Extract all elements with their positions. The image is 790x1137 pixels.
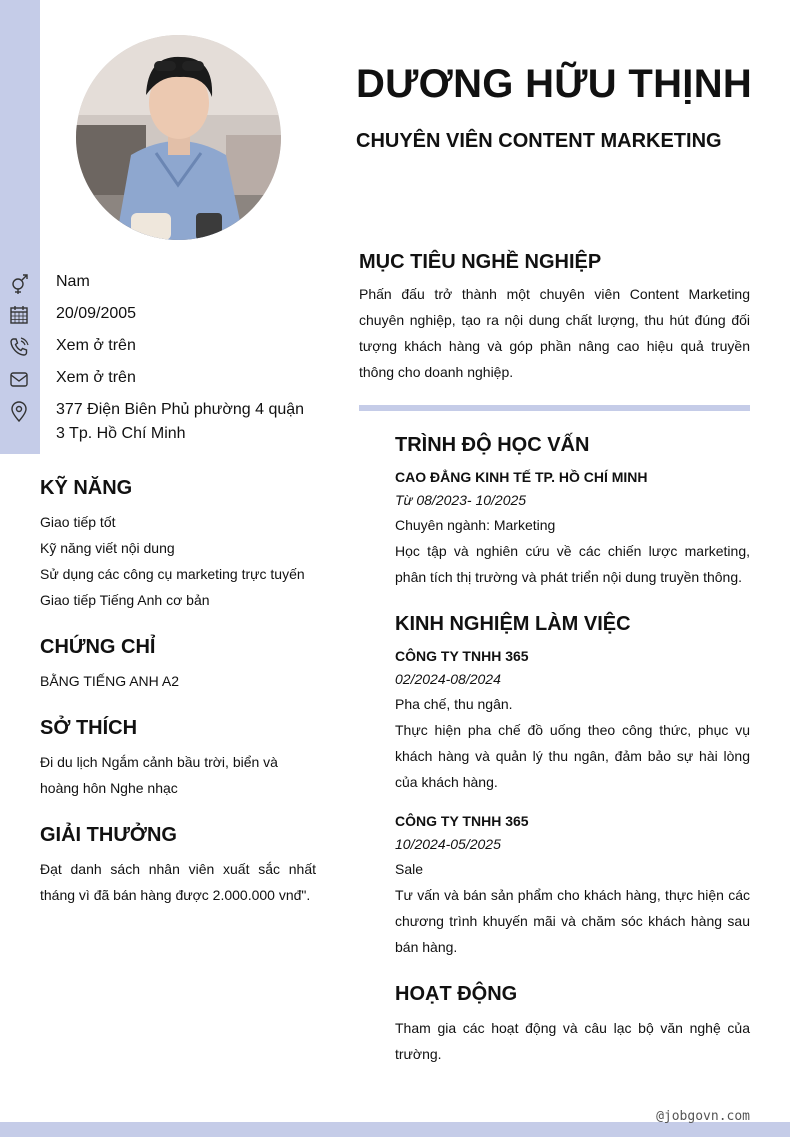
job-role: Sale — [395, 861, 424, 877]
certificates-title: CHỨNG CHỈ — [40, 636, 156, 658]
awards-title: GIẢI THƯỞNG — [40, 824, 177, 846]
objective-title: MỤC TIÊU NGHỀ NGHIỆP — [359, 251, 602, 273]
skill-item: Kỹ năng viết nội dung — [40, 540, 175, 556]
school-name: CAO ĐẲNG KINH TẾ TP. HỒ CHÍ MINH — [395, 469, 648, 485]
phone-value: Xem ở trên — [56, 337, 136, 354]
gender-icon — [8, 273, 30, 295]
avatar — [76, 35, 281, 240]
skill-item: Giao tiếp Tiếng Anh cơ bản — [40, 592, 210, 608]
skill-item: Sử dụng các công cụ marketing trực tuyến — [40, 566, 305, 582]
job-title: CHUYÊN VIÊN CONTENT MARKETING — [356, 130, 722, 152]
full-name: DƯƠNG HỮU THỊNH — [356, 62, 753, 106]
company-name: CÔNG TY TNHH 365 — [395, 648, 529, 664]
job-description: Tư vấn và bán sản phẩm cho khách hàng, thực hiện các chương trình khuyến mãi và chăm sóc khách hàng sau bán hàng. — [395, 887, 750, 955]
mail-icon — [8, 368, 30, 390]
company-name: CÔNG TY TNHH 365 — [395, 813, 529, 829]
job-role: Pha chế, thu ngân. — [395, 696, 513, 712]
email-value: Xem ở trên — [56, 369, 136, 386]
awards-text: Đạt danh sách nhân viên xuất sắc nhất tháng vì đã bán hàng được 2.000.000 vnđ". — [40, 861, 316, 903]
skills-title: KỸ NĂNG — [40, 477, 133, 499]
birthday-value: 20/09/2005 — [56, 305, 137, 322]
certificate-item: BẰNG TIẾNG ANH A2 — [40, 673, 180, 689]
phone-icon — [8, 336, 30, 358]
hobbies-text: Đi du lịch Ngắm cảnh bầu trời, biển và hoàng hôn Nghe nhạc — [40, 754, 278, 796]
address-line-1: 377 Điện Biên Phủ phường 4 quận — [56, 401, 305, 418]
calendar-icon — [8, 304, 30, 326]
education-title: TRÌNH ĐỘ HỌC VẤN — [395, 434, 590, 456]
experience-title: KINH NGHIỆM LÀM VIỆC — [395, 613, 631, 635]
location-icon — [8, 400, 30, 422]
watermark: @jobgovn.com — [656, 1109, 750, 1124]
education-major: Chuyên ngành: Marketing — [395, 517, 556, 533]
job-description: Thực hiện pha chế đồ uống theo công thức, phục vụ khách hàng và quản lý thu ngân, đảm bảo sự hài lòng của khách hàng. — [395, 722, 750, 790]
gender-value: Nam — [56, 273, 90, 290]
hobbies-title: SỞ THÍCH — [40, 717, 138, 739]
address-line-2: 3 Tp. Hồ Chí Minh — [56, 425, 186, 442]
activities-text: Tham gia các hoạt động và câu lạc bộ văn nghệ của trường. — [395, 1020, 750, 1062]
job-period: 02/2024-08/2024 — [395, 671, 501, 687]
education-period: Từ 08/2023- 10/2025 — [395, 492, 527, 508]
skill-item: Giao tiếp tốt — [40, 514, 116, 530]
bottom-accent-strip — [0, 1122, 790, 1137]
section-divider — [359, 405, 750, 411]
education-description: Học tập và nghiên cứu về các chiến lược marketing, phân tích thị trường và phát triển nội dung truyền thông. — [395, 543, 750, 585]
profile-photo — [76, 35, 281, 240]
objective-text: Phấn đấu trở thành một chuyên viên Content Marketing chuyên nghiệp, tạo ra nội dung chất lượng, thu hút đúng đối tượng khách hàng và góp phần nâng cao hiệu quả truyền thông cho doanh nghiệp. — [359, 286, 750, 380]
job-period: 10/2024-05/2025 — [395, 836, 501, 852]
activities-title: HOẠT ĐỘNG — [395, 983, 518, 1005]
